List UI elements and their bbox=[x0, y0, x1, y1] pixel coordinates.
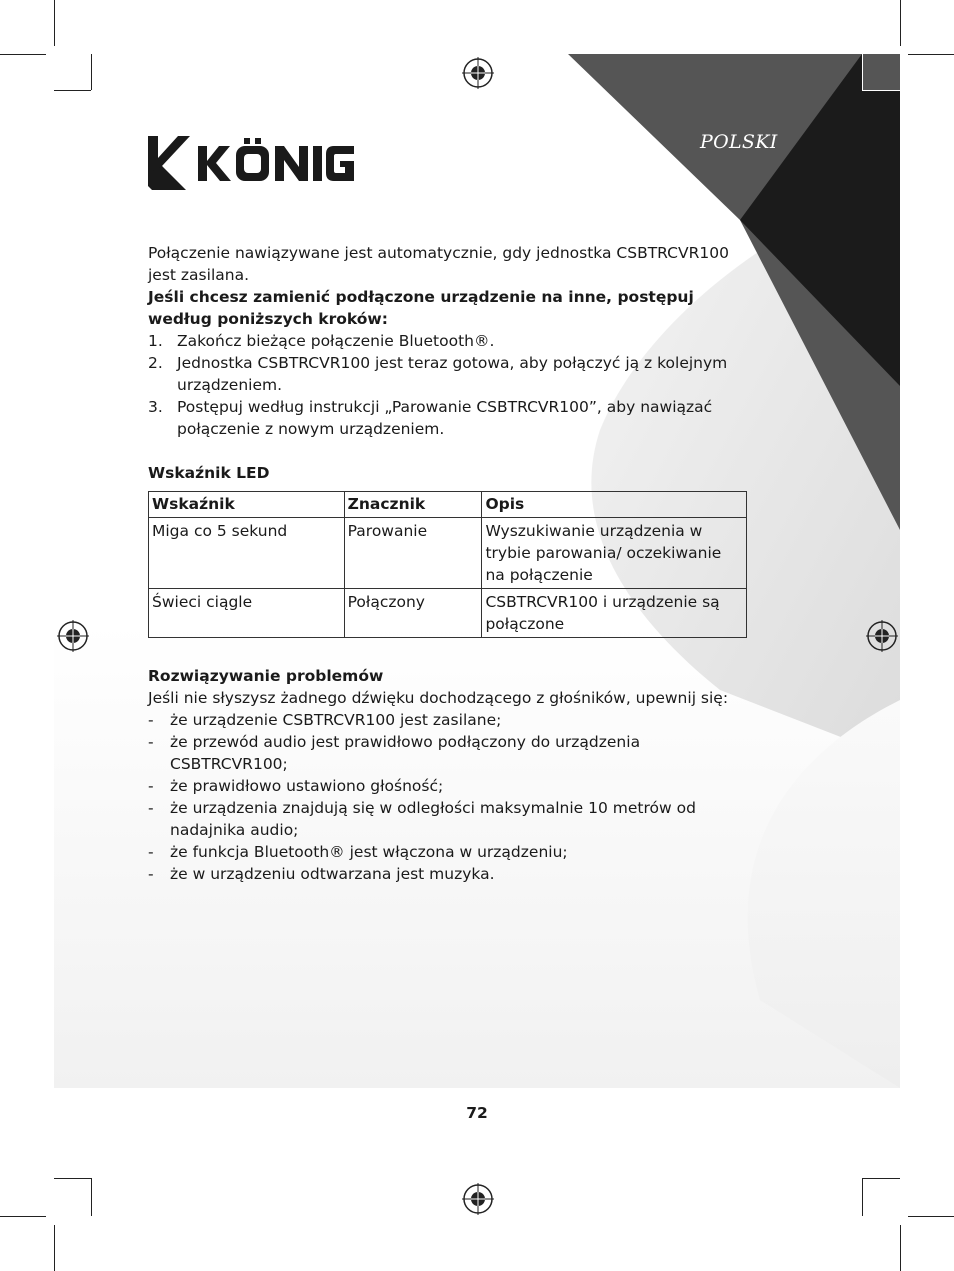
step-number: 2. bbox=[148, 354, 163, 372]
dash-bullet: - bbox=[148, 733, 154, 751]
page-number: 72 bbox=[466, 1104, 488, 1122]
dash-bullet: - bbox=[148, 865, 154, 883]
steps-list bbox=[148, 330, 748, 440]
list-item bbox=[148, 396, 748, 440]
table-cell: Wyszukiwanie urządzenia w trybie parowania/ oczekiwanie na połączenie bbox=[482, 518, 747, 589]
crop-mark-tr-box-h bbox=[862, 90, 900, 91]
list-item bbox=[148, 709, 748, 731]
list-item-text: że w urządzeniu odtwarzana jest muzyka. bbox=[170, 865, 495, 883]
table-header-row bbox=[149, 492, 747, 518]
registration-mark-right bbox=[866, 620, 898, 652]
crop-mark-br-v bbox=[900, 1225, 901, 1271]
list-item-text: że przewód audio jest prawidłowo podłączony do urządzenia CSBTRCVR100; bbox=[170, 733, 641, 773]
table-cell: Połączony bbox=[344, 589, 482, 638]
crop-mark-br-h bbox=[908, 1216, 954, 1217]
troubleshooting-list bbox=[148, 709, 748, 885]
list-item-text: że funkcja Bluetooth® jest włączona w urządzeniu; bbox=[170, 843, 568, 861]
crop-mark-tl-v bbox=[54, 0, 55, 46]
led-table bbox=[148, 491, 747, 638]
dash-bullet: - bbox=[148, 799, 154, 817]
registration-mark-bottom bbox=[462, 1183, 494, 1215]
column-header: Wskaźnik bbox=[149, 492, 345, 518]
list-item bbox=[148, 330, 748, 352]
corner-tab bbox=[862, 54, 900, 90]
crop-mark-tl-h bbox=[0, 54, 46, 55]
crop-mark-tr-v bbox=[900, 0, 901, 46]
table-cell: Parowanie bbox=[344, 518, 482, 589]
step-number: 1. bbox=[148, 332, 163, 350]
crop-mark-bl-box-v bbox=[91, 1178, 92, 1216]
list-item bbox=[148, 863, 748, 885]
crop-mark-tr-h bbox=[908, 54, 954, 55]
table-row bbox=[149, 589, 747, 638]
step-text: Postępuj według instrukcji „Parowanie CSBTRCVR100”, aby nawiązać połączenie z nowym urządzeniem. bbox=[177, 398, 713, 438]
intro-bold-paragraph: Jeśli chcesz zamienić podłączone urządzenie na inne, postępuj według poniższych kroków: bbox=[148, 288, 694, 328]
table-row bbox=[149, 518, 747, 589]
step-text: Zakończ bieżące połączenie Bluetooth®. bbox=[177, 332, 495, 350]
konig-logo bbox=[148, 136, 354, 190]
dash-bullet: - bbox=[148, 843, 154, 861]
list-item bbox=[148, 841, 748, 863]
crop-mark-br-box-h bbox=[862, 1178, 900, 1179]
column-header: Znacznik bbox=[344, 492, 482, 518]
main-content bbox=[148, 242, 748, 885]
crop-mark-bl-v bbox=[54, 1225, 55, 1271]
step-text: Jednostka CSBTRCVR100 jest teraz gotowa, aby połączyć ją z kolejnym urządzeniem. bbox=[177, 354, 728, 394]
troubleshooting-title: Rozwiązywanie problemów bbox=[148, 667, 384, 685]
crop-mark-tr-box-v bbox=[862, 54, 863, 90]
language-label: POLSKI bbox=[700, 131, 778, 153]
troubleshooting-lead: Jeśli nie słyszysz żadnego dźwięku dochodzącego z głośników, upewnij się: bbox=[148, 689, 729, 707]
list-item-text: że urządzenia znajdują się w odległości maksymalnie 10 metrów od nadajnika audio; bbox=[170, 799, 696, 839]
list-item bbox=[148, 352, 748, 396]
faint-swoosh bbox=[748, 700, 900, 1088]
dash-bullet: - bbox=[148, 777, 154, 795]
crop-mark-tl-box-h bbox=[54, 90, 91, 91]
intro-paragraph: Połączenie nawiązywane jest automatycznie, gdy jednostka CSBTRCVR100 jest zasilana. bbox=[148, 244, 729, 284]
list-item-text: że prawidłowo ustawiono głośność; bbox=[170, 777, 444, 795]
list-item bbox=[148, 731, 748, 775]
dash-bullet: - bbox=[148, 711, 154, 729]
table-cell: Miga co 5 sekund bbox=[149, 518, 345, 589]
column-header: Opis bbox=[482, 492, 747, 518]
crop-mark-bl-box-h bbox=[54, 1178, 91, 1179]
crop-mark-tl-box-v bbox=[91, 54, 92, 90]
crop-mark-br-box-v bbox=[862, 1178, 863, 1216]
step-number: 3. bbox=[148, 398, 163, 416]
list-item-text: że urządzenie CSBTRCVR100 jest zasilane; bbox=[170, 711, 502, 729]
list-item bbox=[148, 775, 748, 797]
list-item bbox=[148, 797, 748, 841]
registration-mark-top bbox=[462, 57, 494, 89]
table-cell: Świeci ciągle bbox=[149, 589, 345, 638]
crop-mark-bl-h bbox=[0, 1216, 46, 1217]
table-cell: CSBTRCVR100 i urządzenie są połączone bbox=[482, 589, 747, 638]
registration-mark-left bbox=[57, 620, 89, 652]
led-section-title: Wskaźnik LED bbox=[148, 464, 270, 482]
